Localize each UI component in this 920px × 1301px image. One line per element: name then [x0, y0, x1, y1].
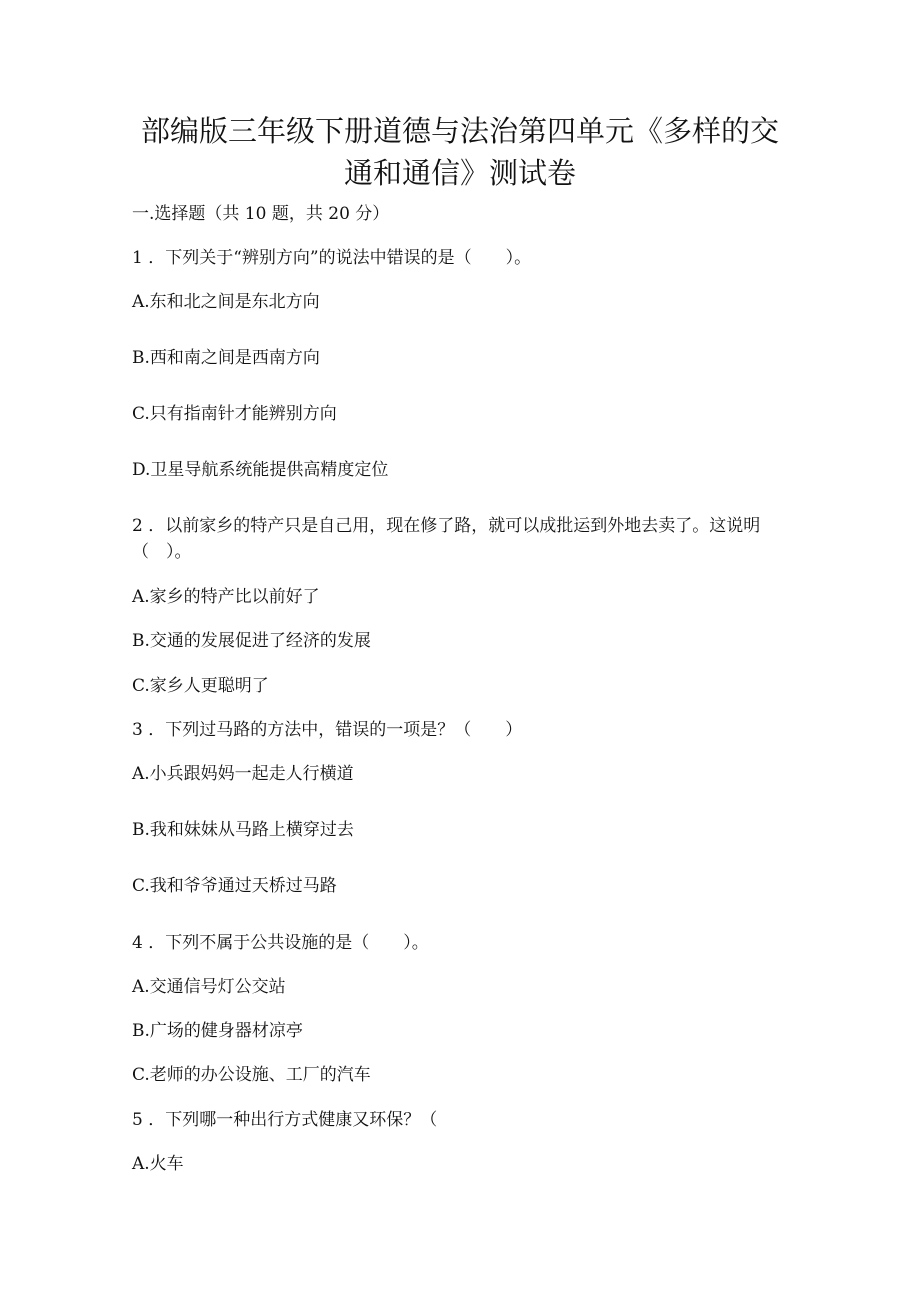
question-3-stem: 3 ．下列过马路的方法中，错误的一项是？（ ） — [132, 720, 523, 740]
question-1-stem: 1 ．下列关于“辨别方向”的说法中错误的是（ ）。 — [132, 248, 532, 268]
document-title-line-2: 通和通信》测试卷 — [343, 156, 576, 190]
question-2-option-b: B.交通的发展促进了经济的发展 — [132, 631, 371, 651]
question-5-stem: 5 ．下列哪一种出行方式健康又环保？（ — [132, 1110, 438, 1130]
question-3-option-b: B.我和妹妹从马路上横穿过去 — [132, 820, 354, 840]
document-title-line-1: 部编版三年级下册道德与法治第四单元《多样的交 — [140, 114, 779, 148]
section-heading: 一.选择题（共 10 题，共 20 分） — [132, 204, 390, 224]
document-title — [120, 110, 800, 194]
question-3-option-c: C.我和爷爷通过天桥过马路 — [132, 876, 337, 896]
question-4-option-b: B.广场的健身器材凉亭 — [132, 1021, 303, 1041]
question-5-option-a: A.火车 — [132, 1154, 184, 1174]
question-1-option-a: A.东和北之间是东北方向 — [132, 292, 320, 312]
question-1-option-d: D.卫星导航系统能提供高精度定位 — [132, 460, 389, 480]
question-2-option-c: C.家乡人更聪明了 — [132, 676, 269, 696]
question-4-option-c: C.老师的办公设施、工厂的汽车 — [132, 1065, 371, 1085]
question-3-option-a: A.小兵跟妈妈一起走人行横道 — [132, 764, 354, 784]
question-4-stem: 4 ．下列不属于公共设施的是（ ）。 — [132, 933, 429, 953]
question-2-stem: 2 ．以前家乡的特产只是自己用，现在修了路，就可以成批运到外地去卖了。这说明（ ）。 — [132, 516, 761, 562]
question-1-option-c: C.只有指南针才能辨别方向 — [132, 404, 337, 424]
question-4-option-a: A.交通信号灯公交站 — [132, 977, 286, 997]
question-1-option-b: B.西和南之间是西南方向 — [132, 348, 320, 368]
question-2-option-a: A.家乡的特产比以前好了 — [132, 587, 320, 607]
